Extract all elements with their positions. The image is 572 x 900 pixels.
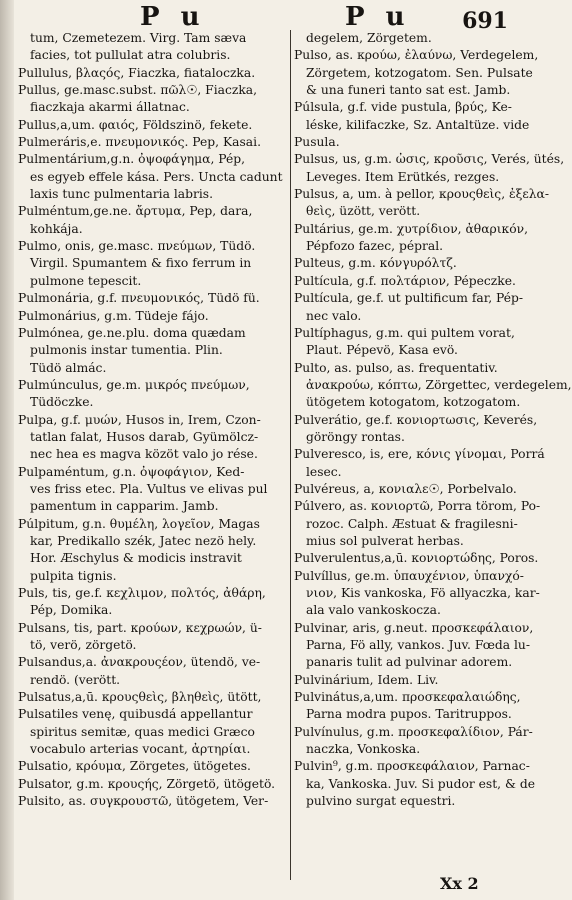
dictionary-line: panaris tulit ad pulvinar adorem. (306, 655, 513, 670)
dictionary-line: Parna modra pupos. Taritruppos. (306, 707, 512, 722)
dictionary-line: Pulsans, tis, part. κρούων, κεχρωών, ü- (18, 620, 262, 635)
dictionary-line: facies, tot pullulat atra colubris. (30, 48, 231, 63)
dictionary-line: nec hea es magva közöt valo jo rése. (30, 447, 258, 462)
dictionary-line: Pulteus, g.m. κόνγυρόλτζ. (294, 256, 457, 271)
dictionary-line: Pulveresco, is, ere, κόνις γίνομαι, Porrá (294, 447, 545, 462)
dictionary-line: ka, Vankoska. Juv. Si pudor est, & de (306, 776, 535, 791)
dictionary-line: Pulsatus,a,ū. κρουςθεὶς, βληθεὶς, ütött, (18, 690, 262, 705)
dictionary-line: Pullus,a,um. φαιός, Földszinö, fekete. (18, 117, 253, 132)
dictionary-line: kohkája. (30, 221, 83, 236)
dictionary-line: Pultícula, g.f. πολτάριον, Pépeczke. (294, 273, 516, 288)
dictionary-line: Pultíphagus, g.m. qui pultem vorat, (294, 325, 515, 340)
dictionary-line: es egyeb effele kása. Pers. Uncta cadunt (30, 169, 283, 184)
dictionary-line: Pullus, ge.masc.subst. πῶλ☉, Fiaczka, (18, 83, 258, 98)
dictionary-line: Pulméntum,ge.ne. ἄρτυμα, Pep, dara, (18, 204, 253, 219)
dictionary-line: Pulpa, g.f. μυών, Husos in, Irem, Czon- (18, 412, 261, 427)
page-number: 691 (462, 8, 508, 34)
dictionary-line: kar, Predikallo szék, Jatec nezö hely. (30, 533, 257, 548)
dictionary-line: νιον, Kis vankoska, Fö allyaczka, kar- (306, 586, 540, 600)
dictionary-line: ἀνακρούω, κόπτω, Zörgettec, verdegelem, (306, 377, 572, 392)
dictionary-line: Pullulus, βλαςός, Fiaczka, fiataloczka. (18, 65, 256, 80)
dictionary-line: pulpita tignis. (30, 568, 117, 583)
dictionary-line: Pulmentárium,g.n. ὀψοφάγημα, Pép, (18, 152, 246, 167)
dictionary-line: Pulmónea, ge.ne.plu. doma quædam (18, 325, 246, 340)
dictionary-line: Pulmo, onis, ge.masc. πνεύμων, Tüdö. (18, 239, 256, 254)
dictionary-line: vocabulo arterias vocant, ἀρτηρίαι. (30, 742, 251, 757)
dictionary-line: Pulmonária, g.f. πνευμονικός, Tüdö fü. (18, 291, 260, 306)
dictionary-line: Pulmonárius, g.m. Tüdeje fájo. (18, 308, 209, 323)
dictionary-line: Pulsator, g.m. κρουςής, Zörgetö, ütögetö. (18, 776, 276, 791)
dictionary-line: Zörgetem, kotzogatom. Sen. Pulsate (306, 65, 533, 80)
dictionary-line: laxis tunc pulmentaria labris. (30, 187, 214, 202)
dictionary-line: Pép, Domika. (30, 603, 113, 618)
dictionary-line: pulmone tepescit. (30, 273, 142, 288)
dictionary-line: Hor. Æschylus & modicis instravit (30, 551, 242, 566)
dictionary-line: Pulsandus,a. ἀνακρουςέον, ütendö, ve- (18, 655, 261, 670)
dictionary-line: Pulverátio, ge.f. κονιορτωσις, Keverés, (294, 412, 538, 427)
dictionary-line: Pulvinar, aris, g.neut. προσκεφάλαιον, (294, 620, 534, 635)
dictionary-line: pulvino surgat equestri. (306, 794, 456, 809)
column-divider (290, 30, 291, 880)
dictionary-line: Pultárius, ge.m. χυτρίδιον, ἀθαρικόν, (294, 221, 529, 236)
header-right-letters: P u (345, 2, 411, 32)
left-column (18, 30, 286, 810)
dictionary-line: ala valo vankoskocza. (306, 603, 441, 618)
dictionary-line: Pépfozo fazec, pépral. (306, 239, 444, 254)
dictionary-line: Pulverulentus,a,ū. κονιορτώδης, Poros. (294, 551, 539, 566)
dictionary-line: Pulto, as. pulso, as. frequentativ. (294, 360, 498, 375)
dictionary-line: Puls, tis, ge.f. κεχλιμον, πολτός, ἀθάρη, (18, 586, 266, 600)
dictionary-line: Tüdöczke. (30, 395, 94, 410)
dictionary-line: Pulvinátus,a,um. προσκεφαλαιώδης, (294, 690, 521, 705)
dictionary-line: pulmonis instar tumentia. Plin. (30, 343, 223, 358)
dictionary-line: Virgil. Spumantem & fixo ferrum in (30, 256, 252, 271)
dictionary-line: Pulsus, a, um. à pellor, κρουςθεὶς, ἐξελα- (294, 187, 550, 202)
dictionary-line: Pusula. (294, 135, 340, 150)
header-left-letters: P u (140, 2, 206, 32)
dictionary-line: göröngy rontas. (306, 429, 405, 444)
dictionary-line: rendö. (verött. (30, 672, 121, 687)
dictionary-line: Pulvinárium, Idem. Liv. (294, 672, 439, 687)
dictionary-line: mius sol pulverat herbas. (306, 533, 464, 548)
dictionary-line: Pulvíllus, ge.m. ὑπαυχένιον, ὑπανχό- (294, 568, 524, 583)
dictionary-line: degelem, Zörgetem. (306, 31, 432, 45)
dictionary-line: Pulsito, as. συγκρουστῶ, ütögetem, Ver- (18, 794, 269, 809)
dictionary-line: Púlpitum, g.n. θυμέλη, λογεῖον, Magas (18, 516, 260, 531)
dictionary-line: Pulsatiles venę, quibusdá appellantur (18, 707, 253, 722)
right-column (294, 30, 572, 810)
dictionary-line: léske, kilifaczke, Sz. Antaltüze. vide (306, 117, 530, 132)
dictionary-line: tum, Czemetezem. Virg. Tam sæva (30, 31, 247, 45)
dictionary-line: ves friss etec. Pla. Vultus ve elivas pul (30, 481, 268, 496)
dictionary-line: Pulmúnculus, ge.m. μικρός πνεύμων, (18, 377, 250, 392)
dictionary-line: Pulsus, us, g.m. ὠσις, κροῦσις, Verés, ütés, (294, 152, 565, 167)
dictionary-line: Pulmeráris,e. πνευμονικός. Pep, Kasai. (18, 135, 261, 150)
dictionary-line: tatlan falat, Husos darab, Gyümölcz- (30, 429, 259, 444)
dictionary-line: Pulvínulus, g.m. προσκεφαλίδιον, Pár- (294, 724, 533, 739)
dictionary-line: Púlsula, g.f. vide pustula, βρύς, Ke- (294, 100, 512, 115)
dictionary-line: tö, verö, zörgetö. (30, 638, 137, 653)
dictionary-line: lesec. (306, 464, 342, 479)
dictionary-line: pamentum in capparim. Jamb. (30, 499, 219, 514)
dictionary-line: Pulpaméntum, g.n. ὀψοφάγιον, Ked- (18, 464, 245, 479)
dictionary-line: Tüdö almác. (30, 360, 107, 375)
dictionary-line: & una funeri tanto sat est. Jamb. (306, 83, 511, 98)
signature-mark: Xx 2 (440, 874, 479, 893)
dictionary-line: Plaut. Pépevö, Kasa evö. (306, 343, 458, 358)
dictionary-line: rozoc. Calph. Æstuat & fragilesni- (306, 516, 518, 531)
dictionary-line: Pulvéreus, a, κονιαλε☉, Porbelvalo. (294, 481, 517, 496)
dictionary-line: Parna, Fö ally, vankos. Juv. Fœda lu- (306, 638, 530, 653)
dictionary-line: fiaczkaja akarmi állatnac. (30, 100, 190, 115)
dictionary-line: ütögetem kotogatom, kotzogatom. (306, 395, 521, 410)
dictionary-line: nec valo. (306, 308, 362, 323)
dictionary-line: naczka, Vonkoska. (306, 742, 421, 757)
dictionary-line: Leveges. Item Erütkés, rezges. (306, 169, 500, 184)
dictionary-line: spiritus semitæ, quas medici Græco (30, 724, 255, 739)
dictionary-line: Pulso, as. κρούω, ἐλαύνω, Verdegelem, (294, 48, 539, 63)
binding-gutter (0, 0, 14, 900)
dictionary-line: θεὶς, üzött, verött. (306, 204, 421, 219)
dictionary-line: Pulsatio, κρόυμα, Zörgetes, ütögetes. (18, 759, 251, 774)
dictionary-line: Púlvero, as. κονιορτῶ, Porra törom, Po- (294, 499, 541, 514)
dictionary-line: Pulvin⁹, g.m. προσκεφάλαιον, Parnac- (294, 759, 530, 774)
dictionary-line: Pultícula, ge.f. ut pultificum far, Pép- (294, 291, 524, 306)
